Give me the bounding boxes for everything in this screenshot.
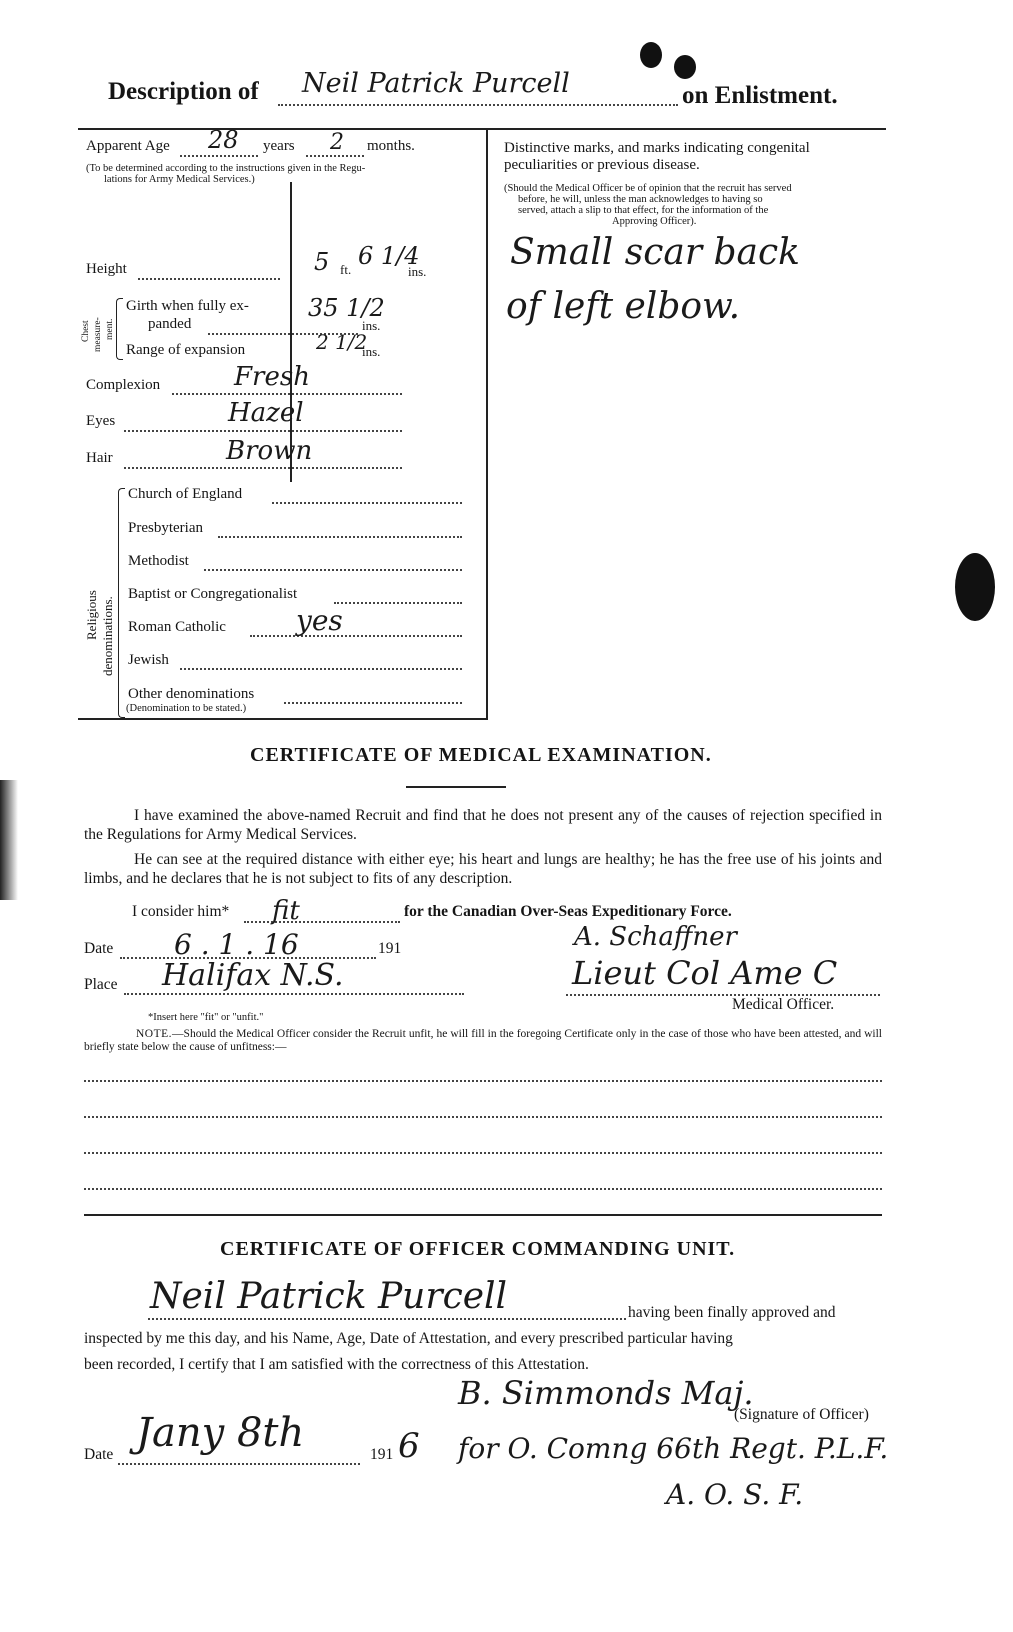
commanding-officer-unit-1: for O. Comng 66th Regt. P.L.F. [458,1432,889,1465]
commanding-certificate-title: CERTIFICATE OF OFFICER COMMANDING UNIT. [220,1238,736,1260]
medical-date-year: 191 [378,940,402,957]
header-suffix: on Enlistment. [682,82,838,109]
girth-label-2: panded [148,316,192,332]
medical-date-value: 6 . 1 . 16 [174,928,299,961]
hair-value: Brown [226,436,313,466]
commanding-officer-unit-2: A. O. S. F. [666,1478,804,1511]
complexion-line [172,393,402,395]
recruit-name: Neil Patrick Purcell [302,68,570,99]
age-years-value: 28 [208,126,239,154]
unfitness-line [84,1080,882,1082]
denomination-label: Jewish [128,652,169,668]
hair-line [124,467,402,469]
height-ft-value: 5 [314,248,330,276]
religion-side-label-1: Religious [84,590,99,640]
age-months-line [306,155,364,157]
medical-paragraph-1: I have examined the above-named Recruit and find that he does not present any of the causes of rejection specified in the Regulations for Army Medical Services. [84,807,882,843]
religion-side-label-2: denominations. [100,596,115,676]
girth-value: 35 1/2 [308,294,385,322]
height-ins-value: 6 1/4 [358,242,420,270]
header-prefix: Description of [108,78,259,105]
signature-label: (Signature of Officer) [734,1406,869,1423]
commanding-date-line [118,1463,360,1465]
complexion-value: Fresh [234,362,310,392]
denomination-line [250,635,462,637]
denomination-label: Methodist [128,553,189,569]
denomination-label: Baptist or Congregationalist [128,586,298,602]
place-line [124,993,464,995]
column-divider [486,130,488,720]
note-label: NOTE. [136,1028,173,1040]
commanding-officer-signature: B. Simmonds Maj. [458,1374,754,1412]
religion-bracket [118,488,125,718]
medical-officer-title: Medical Officer. [732,996,835,1013]
consider-label: I consider him* [132,903,230,920]
marks-note-3: served, attach a slip to that effect, for the information of the [518,205,769,216]
insert-note: *Insert here "fit" or "unfit." [148,1012,264,1023]
marks-note-4: Approving Officer). [612,216,697,227]
chest-bracket [116,298,123,360]
marks-note-2: before, he will, unless the man acknowledges to having so [518,194,763,205]
commanding-date-label: Date [84,1446,114,1463]
chest-side-label-3: ment. [105,318,115,340]
marks-label-2: peculiarities or previous disease. [504,157,700,173]
commanding-date-year: 191 [370,1446,394,1463]
consider-value: fit [272,896,300,926]
denomination-line [180,668,462,670]
note-text [84,1028,882,1054]
commanding-text-3: been recorded, I certify that I am satisfied with the correctness of this Attestation. [84,1356,589,1373]
age-months-value: 2 [330,130,344,155]
distinctive-marks-value-2: of left elbow. [506,286,741,327]
unfitness-line [84,1188,882,1190]
title-underline [406,786,506,788]
age-note-1: (To be determined according to the instructions given in the Regu- [86,163,366,174]
hair-label: Hair [86,450,113,466]
header-name-line [278,104,678,106]
denomination-line [204,569,462,571]
years-label: years [263,138,295,154]
denomination-line [284,702,462,704]
marks-label-1: Distinctive marks, and marks indicating congenital [504,140,810,156]
medical-certificate-title: CERTIFICATE OF MEDICAL EXAMINATION. [250,744,712,766]
edge-mark [0,780,18,900]
range-value: 2 1/2 [316,330,368,354]
commanding-name-line [148,1318,626,1320]
age-years-line [180,155,258,157]
months-label: months. [367,138,415,154]
section-rule [84,1214,882,1216]
medical-officer-signature-2: Lieut Col Ame C [572,954,838,992]
commanding-text-1: having been finally approved and [628,1304,836,1321]
denomination-line [272,502,462,504]
ins-label: ins. [408,264,427,279]
denomination-label: Roman Catholic [128,619,226,635]
unfitness-line [84,1152,882,1154]
note-body: —Should the Medical Officer consider the Recruit unfit, he will fill in the foregoing Certificate only in the case of those who have been attested, and will briefly state below the cause of unfitness:— [84,1028,882,1053]
denomination-label: Other denominations [128,686,255,702]
denomination-label: Presbyterian [128,520,203,536]
age-note-2: lations for Army Medical Services.) [104,174,255,185]
commanding-recruit-name: Neil Patrick Purcell [150,1276,508,1317]
top-rule [78,128,886,130]
denomination-line [218,536,462,538]
bottom-rule [78,718,488,720]
age-label: Apparent Age [86,138,170,154]
eyes-line [124,430,402,432]
denomination-note: (Denomination to be stated.) [126,703,247,714]
chest-side-label-2: measure- [93,317,103,352]
place-label: Place [84,976,118,993]
girth-ins-label: ins. [362,318,381,333]
ink-blob [674,55,696,79]
ft-label: ft. [340,262,352,277]
height-label: Height [86,261,127,277]
unfitness-line [84,1116,882,1118]
denomination-line [334,602,462,604]
range-ins-label: ins. [362,344,381,359]
medical-officer-signature-1: A. Schaffner [574,922,737,952]
distinctive-marks-value-1: Small scar back [510,232,800,273]
medical-date-label: Date [84,940,114,957]
force-label: for the Canadian Over-Seas Expeditionary Force. [404,903,732,920]
roman-catholic-value: yes [296,604,343,637]
marks-note-1: (Should the Medical Officer be of opinion that the recruit has served [504,183,792,194]
consider-line [244,921,400,923]
commanding-date-value: Jany 8th [136,1410,305,1456]
medical-paragraph-2: He can see at the required distance with either eye; his heart and lungs are healthy; he has the free use of his joints and limbs, and he declares that he is not subject to fits of any description. [84,851,882,887]
ink-blob [640,42,662,68]
eyes-label: Eyes [86,413,116,429]
punch-hole [955,553,995,621]
complexion-label: Complexion [86,377,161,393]
height-line [138,278,280,280]
range-label: Range of expansion [126,342,246,358]
chest-side-label-1: Chest [81,320,91,342]
girth-label-1: Girth when fully ex- [126,298,249,314]
commanding-text-2: inspected by me this day, and his Name, Age, Date of Attestation, and every prescribed particular having [84,1330,733,1347]
place-value: Halifax N.S. [162,958,344,993]
commanding-date-year-value: 6 [398,1426,420,1466]
eyes-value: Hazel [228,398,304,428]
denomination-label: Church of England [128,486,243,502]
